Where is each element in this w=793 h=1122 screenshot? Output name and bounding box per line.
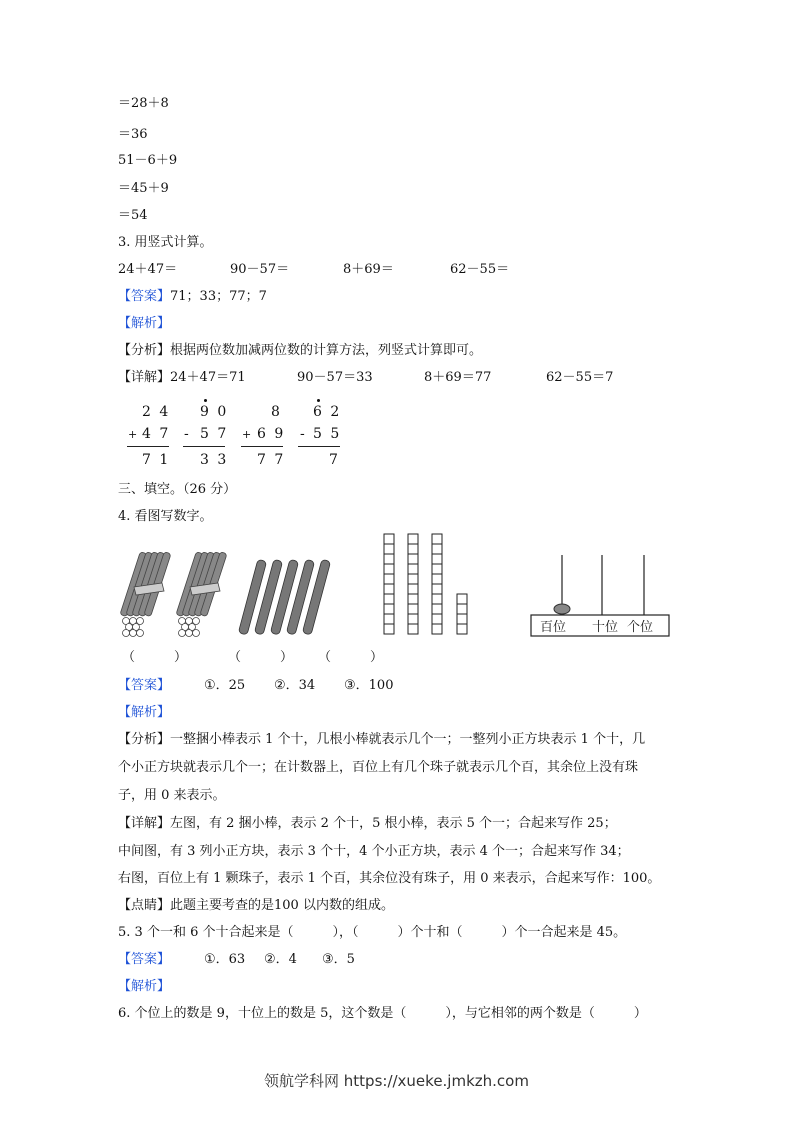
calc-line: ＝36 <box>118 127 148 142</box>
vc-rule <box>183 446 225 447</box>
vc-mid: 5 7 <box>200 426 229 442</box>
vc-top: 2 4 <box>142 404 171 420</box>
question-3-expressions <box>118 261 509 279</box>
answer-tag: 【答案】 <box>118 952 171 967</box>
borrow-dot <box>204 399 207 402</box>
detail-expr: 90－57＝33 <box>297 370 373 385</box>
calc-line: ＝45＋9 <box>118 181 169 196</box>
answer-item: ①．25 <box>204 678 246 693</box>
stick-bundle <box>176 552 227 637</box>
detail-expr: 24＋47＝71 <box>170 370 246 385</box>
expression: 62－55＝ <box>450 262 510 277</box>
vc-result: 3 3 <box>200 452 229 468</box>
answer-item: ③．5 <box>322 952 355 967</box>
vc-top: 9 0 <box>200 404 229 420</box>
stick-bundles-figure <box>116 545 346 645</box>
abacus-bead <box>554 604 570 614</box>
answer-item: ①．63 <box>204 952 246 967</box>
answer-tag: 【答案】 <box>118 678 171 693</box>
cube-columns-figure <box>383 533 473 635</box>
answer-blank: （ ） <box>228 650 294 665</box>
dianjing-tag: 【点睛】 <box>118 898 171 913</box>
fenxi-text: 一整捆小棒表示 1 个十，几根小棒就表示几个一；一整列小正方块表示 1 个十，几 <box>170 732 646 747</box>
vc-rule <box>241 446 283 447</box>
cube-column <box>408 534 418 634</box>
question-4-title: 4. 看图写数字。 <box>118 509 213 524</box>
answer-blank: （ ） <box>122 650 188 665</box>
detail-line: 中间图，有 3 列小正方块，表示 3 个十，4 个小正方块，表示 4 个一；合起来写作 34； <box>118 844 630 859</box>
detail-line: 右图，百位上有 1 颗珠子，表示 1 个百，其余位没有珠子，用 0 来表示，合起来写作：100。 <box>118 871 661 886</box>
question-3-title: 3. 用竖式计算。 <box>118 235 213 250</box>
vc-result: 7 <box>329 452 338 468</box>
abacus-figure <box>530 553 672 639</box>
detail-tag: 【详解】 <box>118 370 171 385</box>
answer-line <box>118 677 393 695</box>
abacus-ones-label: 个位 <box>627 620 654 635</box>
detail-line <box>118 369 613 387</box>
detail-line <box>118 815 617 833</box>
vc-top: 6 2 <box>313 404 342 420</box>
vc-mid: 6 9 <box>257 426 286 442</box>
answer-item: ②．4 <box>264 952 297 967</box>
vc-sign: - <box>184 426 189 442</box>
question-5: 5. 3 个一和 6 个十合起来是（ ），（ ）个十和（ ）个一合起来是 45。 <box>118 925 627 940</box>
vc-sign: - <box>300 426 305 442</box>
calc-line: 51－6＋9 <box>118 153 178 168</box>
abacus-hundreds-label: 百位 <box>540 620 567 635</box>
answer-item: ②．34 <box>274 678 316 693</box>
loose-cubes <box>457 594 467 634</box>
analysis-tag: 【解析】 <box>118 979 171 994</box>
calc-line: ＝28＋8 <box>118 96 169 111</box>
dianjing-text: 此题主要考查的是100 以内数的组成。 <box>170 898 394 913</box>
vc-mid: 4 7 <box>142 426 171 442</box>
calc-line: ＝54 <box>118 208 148 223</box>
analysis-line <box>118 342 482 360</box>
question-6: 6. 个位上的数是 9，十位上的数是 5，这个数是（ ），与它相邻的两个数是（ ） <box>118 1006 647 1021</box>
analysis-line: 个小正方块就表示几个一；在计数器上，百位上有几个珠子就表示几个百，其余位上没有珠 <box>118 760 639 775</box>
answer-blank: （ ） <box>318 650 384 665</box>
section-heading: 三、填空。（26 分） <box>118 482 237 497</box>
detail-tag: 【详解】 <box>118 816 171 831</box>
abacus-tens-label: 十位 <box>592 620 619 635</box>
vc-mid: 5 5 <box>313 426 342 442</box>
fenxi-tag: 【分析】 <box>118 732 171 747</box>
dianjing-line <box>118 897 394 915</box>
abacus-rods <box>562 555 644 615</box>
vc-result: 7 7 <box>257 452 286 468</box>
footer-watermark: 领航学科网 https://xueke.jmkzh.com <box>264 1072 529 1090</box>
expression: 24＋47＝ <box>118 262 178 277</box>
vc-result: 7 1 <box>142 452 171 468</box>
expression: 90－57＝ <box>230 262 290 277</box>
cube-column <box>432 534 442 634</box>
vc-sign: + <box>242 428 252 441</box>
vc-sign: + <box>128 428 138 441</box>
analysis-tag: 【解析】 <box>118 316 171 331</box>
analysis-tag: 【解析】 <box>118 705 171 720</box>
answer-tag: 【答案】 <box>118 289 171 304</box>
answer-line <box>118 288 267 306</box>
single-sticks <box>238 559 330 635</box>
answer-item: ③．100 <box>344 678 394 693</box>
vc-rule <box>127 446 169 447</box>
analysis-line <box>118 731 645 749</box>
answer-line <box>118 951 355 969</box>
fenxi-text: 根据两位数加减两位数的计算方法，列竖式计算即可。 <box>170 343 483 358</box>
expression: 8＋69＝ <box>343 262 394 277</box>
vc-rule <box>298 446 340 447</box>
borrow-dot <box>317 399 320 402</box>
detail-expr: 62－55＝7 <box>546 370 614 385</box>
cube-column <box>384 534 394 634</box>
stick-bundle <box>120 552 171 637</box>
vc-top: 8 <box>271 404 280 420</box>
detail-expr: 8＋69＝77 <box>424 370 492 385</box>
detail-text: 左图，有 2 捆小棒，表示 2 个十，5 根小棒，表示 5 个一；合起来写作 25； <box>170 816 617 831</box>
answer-text: 71；33；77；7 <box>170 289 267 304</box>
fenxi-tag: 【分析】 <box>118 343 171 358</box>
analysis-line: 子，用 0 来表示。 <box>118 788 226 803</box>
